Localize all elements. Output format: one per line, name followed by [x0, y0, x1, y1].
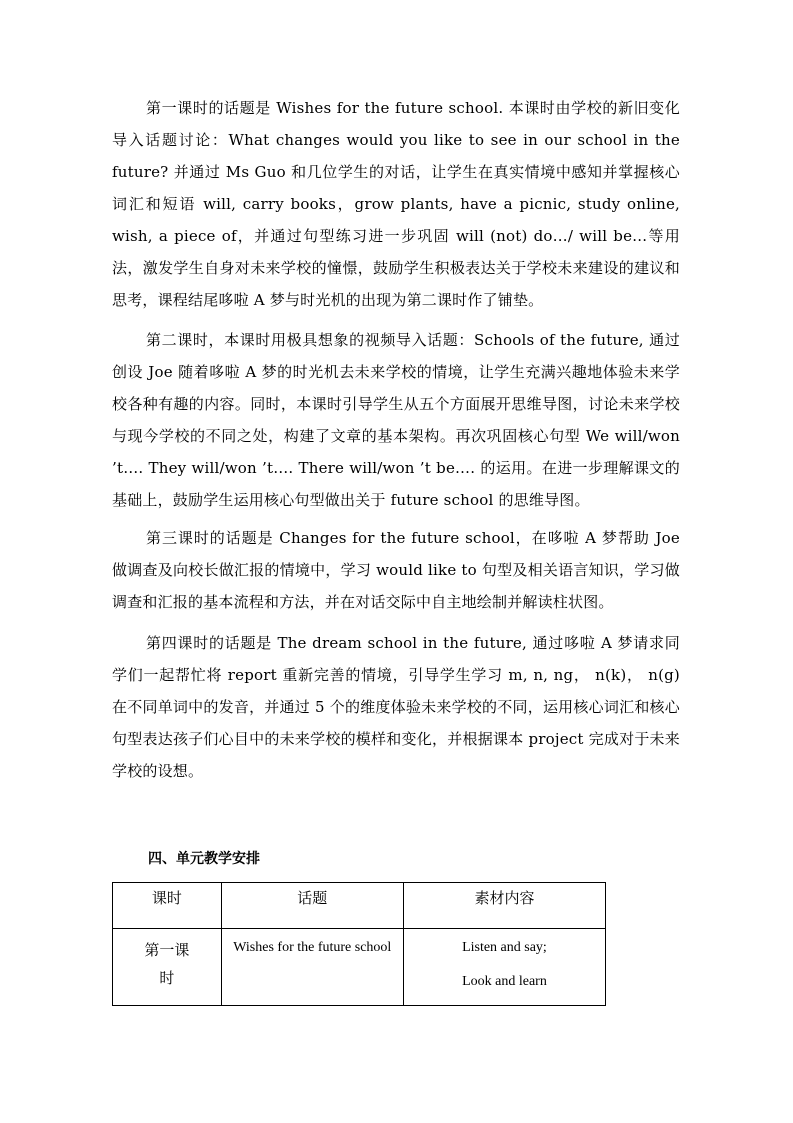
cell-lesson: 第一课时 [113, 929, 222, 1006]
header-lesson: 课时 [113, 883, 222, 929]
paragraph-lesson-1: 第一课时的话题是 Wishes for the future school. 本课时由学校的新旧变化导入话题讨论：What changes would you like to see in our school in the future? 并通过 Ms Guo 和几位学生的对话，让学生在真实情境中感知并掌握核心词汇和短语 will, carry books，grow plants, have a picnic, study online, wish, a piece of，并通过句型练习进一步巩固 will (not) do…/ will be…等用法，激发学生自身对未来学校的憧憬，鼓励学生积极表达关于学校未来建设的建议和思考，课程结尾哆啦 A 梦与时光机的出现为第二课时作了铺垫。 [112, 99, 680, 309]
teaching-plan-table [112, 882, 606, 1006]
table-header-row [113, 883, 606, 929]
paragraph-lesson-4: 第四课时的话题是 The dream school in the future, 通过哆啦 A 梦请求同学们一起帮忙将 report 重新完善的情境，引导学生学习 m, n, ng， n(k)， n(g) 在不同单词中的发音，并通过 5 个的维度体验未来学校的不同，运用核心词汇和核心句型表达孩子们心目中的未来学校的模样和变化，并根据课本 project 完成对于未来学校的设想。 [112, 634, 680, 780]
paragraph-lesson-3: 第三课时的话题是 Changes for the future school，在哆啦 A 梦帮助 Joe 做调查及向校长做汇报的情境中，学习 would like to 句型及相关语言知识，学习做调查和汇报的基本流程和方法，并在对话交际中自主地绘制并解读柱状图。 [112, 529, 680, 611]
paragraph-lesson-2: 第二课时，本课时用极具想象的视频导入话题：Schools of the future, 通过创设 Joe 随着哆啦 A 梦的时光机去未来学校的情境，让学生充满兴趣地体验未来学校各种有趣的内容。同时，本课时引导学生从五个方面展开思维导图，讨论未来学校与现今学校的不同之处，构建了文章的基本架构。再次巩固核心句型 We will/won ’t…. They will/won ’t…. There will/won ’t be…. 的运用。在进一步理解课文的基础上，鼓励学生运用核心句型做出关于 future school 的思维导图。 [112, 331, 680, 509]
table-row [113, 929, 606, 1006]
material-item: Listen and say; [462, 940, 547, 955]
material-item: Look and learn [462, 974, 547, 989]
section-heading: 四、单元教学安排 [148, 851, 260, 867]
header-topic: 话题 [221, 883, 403, 929]
cell-topic: Wishes for the future school [221, 929, 403, 1006]
cell-materials [403, 929, 605, 1006]
header-materials: 素材内容 [403, 883, 605, 929]
